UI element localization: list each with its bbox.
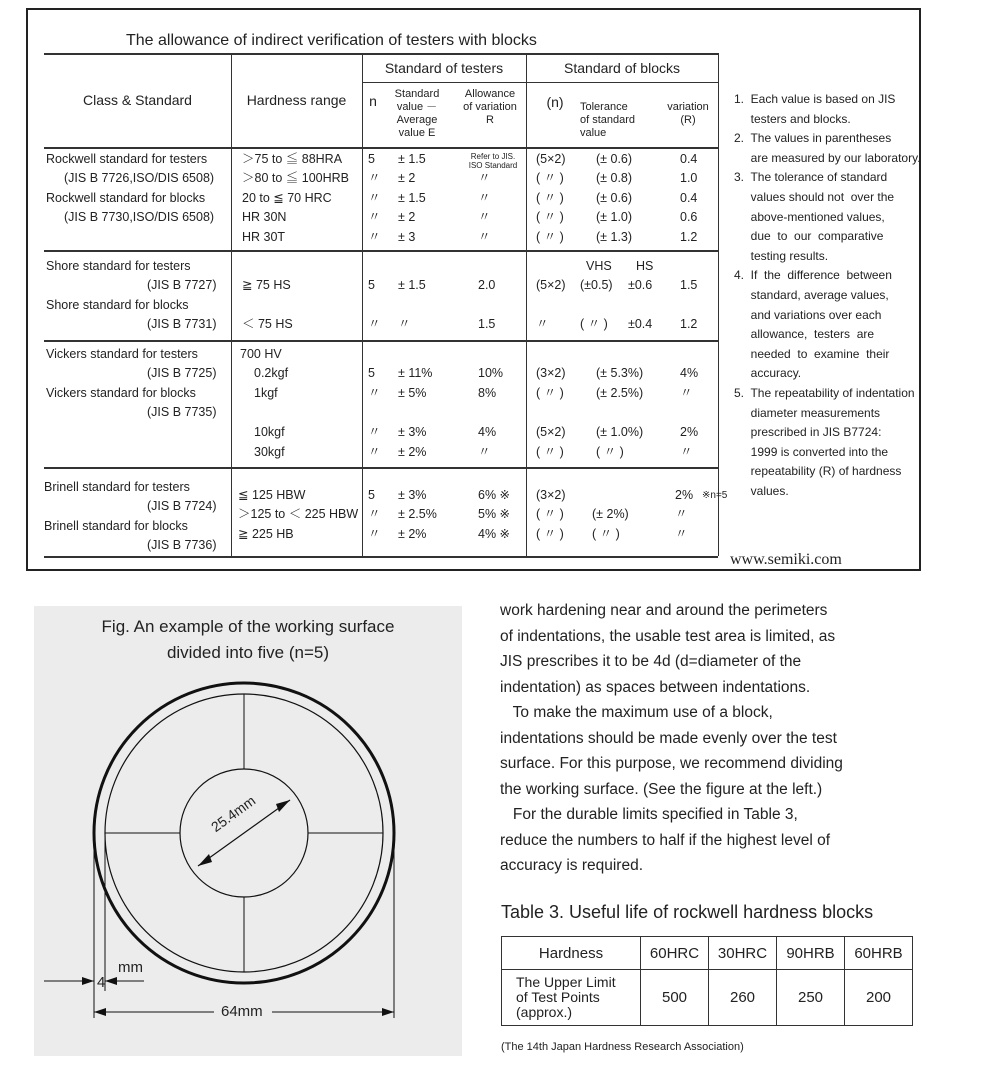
block-n-cell: ( 〃 ) <box>536 507 564 521</box>
standard-value-cell: ± 2% <box>398 527 427 541</box>
standard-value-cell: ± 3 <box>398 230 416 244</box>
hardness-range-cell: 0.2kgf <box>254 366 289 380</box>
note-line: allowance, testers are <box>734 327 875 342</box>
header-n-blocks: (n) <box>546 94 564 110</box>
paragraph-line: surface. For this purpose, we recommend dividing <box>500 755 843 772</box>
n-cell: 〃 <box>368 445 381 459</box>
tolerance-cell: (± 1.3) <box>596 230 633 244</box>
standard-value-cell: ± 2% <box>398 445 427 459</box>
hardness-range-cell: 1kgf <box>254 386 278 400</box>
block-n-cell: (5×2) <box>536 278 566 292</box>
allowance-cell: 8% <box>478 386 497 400</box>
paragraph-line: indentations should be made evenly over the test <box>500 729 837 747</box>
figure-panel <box>34 606 462 1056</box>
note-line: 2. The values in parentheses <box>734 131 892 146</box>
allowance-cell: 〃 <box>478 210 491 224</box>
paragraph-line: For the durable limits specified in Table 3, <box>500 806 798 823</box>
standard-value-cell: ± 5% <box>398 386 427 400</box>
block-n-cell: ( 〃 ) <box>536 527 564 541</box>
table3-source: (The 14th Japan Hardness Research Association) <box>501 1041 744 1053</box>
n-cell: 〃 <box>368 507 381 521</box>
tolerance-cell: (± 1.0) <box>596 210 633 224</box>
column-divider <box>362 53 363 556</box>
n-cell: 〃 <box>368 210 381 224</box>
n-cell: 〃 <box>368 171 381 185</box>
mm-label: mm <box>118 959 143 976</box>
variation-cell: 〃 <box>680 445 693 459</box>
block-n-cell: ( 〃 ) <box>536 386 564 400</box>
note-line: testers and blocks. <box>734 111 851 126</box>
table3-title: Table 3. Useful life of rockwell hardness blocks <box>501 902 874 922</box>
inner-diameter-label: 25.4mm <box>208 792 259 835</box>
variation-cell: 〃 <box>680 386 693 400</box>
website-label: www.semiki.com <box>730 551 842 568</box>
block-n-cell: ( 〃 ) <box>536 210 564 224</box>
hardness-range-cell: HR 30T <box>242 230 286 244</box>
table3-cell: 500 <box>641 970 709 1026</box>
note-line: values should not over the <box>734 189 895 204</box>
rockwell-class-label: Rockwell standard for blocks <box>46 191 206 205</box>
shore-class-label: Shore standard for blocks <box>46 298 189 312</box>
hardness-range-cell: ＜ 75 HS <box>242 317 293 331</box>
paragraph-line: JIS prescribes it to be 4d (d=diameter of the <box>500 653 802 670</box>
note-line: and variations over each <box>734 307 882 322</box>
standard-value-cell: ± 1.5 <box>398 152 426 166</box>
brinell-class-label: (JIS B 7736) <box>147 538 217 552</box>
note-line: diameter measurements <box>734 405 881 420</box>
allowance-cell: 1.5 <box>478 317 496 331</box>
note-line: values. <box>734 483 789 498</box>
note-line: testing results. <box>734 248 829 263</box>
rockwell-bottom-rule <box>44 250 718 252</box>
hardness-range-cell: HR 30N <box>242 210 287 224</box>
block-n-cell: (3×2) <box>536 488 566 502</box>
figure-title: divided into five (n=5) <box>166 643 330 662</box>
standard-value-cell: ± 2.5% <box>398 507 437 521</box>
tolerance-cell: ( 〃 ) <box>592 527 620 541</box>
brinell-class-label: Brinell standard for testers <box>44 480 190 494</box>
table3-cell: 200 <box>845 970 913 1026</box>
standard-value-cell: ± 3% <box>398 488 427 502</box>
tolerance-cell: ±0.4 <box>628 317 653 331</box>
hardness-range-cell: ≦ 125 HBW <box>238 488 306 502</box>
header-hardness-range: Hardness range <box>246 92 347 108</box>
block-n-cell: (5×2) <box>536 425 566 439</box>
allowance-cell: 〃 <box>478 191 491 205</box>
standard-value-cell: ± 3% <box>398 425 427 439</box>
note-line: 3. The tolerance of standard <box>734 170 888 185</box>
vickers-class-label: (JIS B 7725) <box>147 366 217 380</box>
tolerance-cell: (± 5.3%) <box>596 366 644 380</box>
paragraph-line: reduce the numbers to half if the highest level of <box>500 831 831 849</box>
hardness-range-cell: ≧ 225 HB <box>238 527 294 541</box>
n-cell: 〃 <box>368 425 381 439</box>
variation-cell: 4% <box>680 366 699 380</box>
rockwell-class-label: (JIS B 7726,ISO/DIS 6508) <box>64 171 215 185</box>
n-cell: 〃 <box>368 191 381 205</box>
n-cell: 〃 <box>368 527 381 541</box>
notes-list <box>734 90 921 501</box>
hardness-range-cell: ＞75 to ≦ 88HRA <box>242 152 343 166</box>
allowance-cell: 6% ※ <box>478 488 511 502</box>
arrowhead <box>382 1008 394 1016</box>
note-line: 4. If the difference between <box>734 268 892 283</box>
n-cell: 〃 <box>368 386 381 400</box>
note-line: 1999 is converted into the <box>734 444 889 459</box>
note-line: 5. The repeatability of indentation <box>734 385 915 400</box>
variation-cell: 〃 <box>675 507 688 521</box>
variation-cell: 0.4 <box>680 191 698 205</box>
vickers-class-label: Vickers standard for blocks <box>46 386 196 400</box>
standard-value-cell: ± 2 <box>398 171 416 185</box>
shore-class-label: Shore standard for testers <box>46 259 191 273</box>
table3-row-label: The Upper Limit of Test Points (approx.) <box>502 970 641 1026</box>
hs-label: HS <box>636 259 654 273</box>
column-divider <box>526 53 527 556</box>
block-n-cell: ( 〃 ) <box>536 171 564 185</box>
figure-title: Fig. An example of the working surface <box>101 617 395 636</box>
standard-value-cell: ± 2 <box>398 210 416 224</box>
brinell-class-label: (JIS B 7724) <box>147 499 217 513</box>
arrowhead <box>105 977 117 985</box>
block-n-cell: (3×2) <box>536 366 566 380</box>
shore-class-label: (JIS B 7727) <box>147 278 217 292</box>
header-standard-blocks: Standard of blocks <box>564 60 680 76</box>
note-line: needed to examine their <box>734 346 890 361</box>
allowance-cell: 4% <box>478 425 497 439</box>
block-n-cell: 〃 <box>536 317 549 331</box>
tolerance-cell: ( 〃 ) <box>596 445 624 459</box>
table3-header: 60HRC <box>641 937 709 970</box>
arrowhead <box>82 977 94 985</box>
variation-cell: 0.4 <box>680 152 698 166</box>
tolerance-cell: (± 2%) <box>592 507 629 521</box>
table3-cell: 250 <box>777 970 845 1026</box>
rockwell-class-label: (JIS B 7730,ISO/DIS 6508) <box>64 210 215 224</box>
table3-header: 90HRB <box>777 937 845 970</box>
paragraph-line: of indentations, the usable test area is limited, as <box>500 627 836 645</box>
variation-cell: 1.0 <box>680 171 698 185</box>
vickers-class-label: (JIS B 7735) <box>147 405 217 419</box>
standard-value-cell: ± 11% <box>398 366 433 380</box>
table3-header: 60HRB <box>845 937 913 970</box>
note-line: are measured by our laboratory. <box>734 150 921 165</box>
tolerance-cell: (± 0.6) <box>596 191 633 205</box>
allowance-cell: 〃 <box>478 171 491 185</box>
standard-value-cell: 〃 <box>398 317 411 331</box>
hardness-range-cell: 10kgf <box>254 425 285 439</box>
refer-note: Refer to JIS. ISO Standard <box>468 152 518 170</box>
tolerance-cell: (± 0.6) <box>596 152 633 166</box>
header-tolerance: Tolerance of standard value <box>580 101 636 139</box>
variation-cell: 2% <box>680 425 699 439</box>
n-cell: 〃 <box>368 317 381 331</box>
hardness-range-cell: 20 to ≦ 70 HRC <box>242 191 332 205</box>
n-cell: 5 <box>368 152 375 166</box>
allowance-cell: 〃 <box>478 230 491 244</box>
hardness-range-cell: ＞125 to ＜ 225 HBW <box>238 507 359 521</box>
header-variation: variation (R) <box>667 101 709 126</box>
hardness-range-cell: 30kgf <box>254 445 285 459</box>
header-bottom-rule <box>44 147 718 149</box>
allowance-cell: 〃 <box>478 445 491 459</box>
standard-value-cell: ± 1.5 <box>398 191 426 205</box>
header-class-standard: Class & Standard <box>83 92 192 108</box>
table-title: The allowance of indirect verification of testers with blocks <box>126 32 537 49</box>
tolerance-cell: ±0.6 <box>628 278 653 292</box>
header-n: n <box>369 93 377 109</box>
tolerance-cell: (±0.5) <box>580 278 613 292</box>
arrowhead <box>94 1008 106 1016</box>
table-bottom-rule <box>44 556 718 558</box>
n-cell: 5 <box>368 488 375 502</box>
tolerance-cell: (± 2.5%) <box>596 386 644 400</box>
header-standard-value: Standard value － Average value E <box>394 88 440 139</box>
outer-diameter-label: 64mm <box>221 1003 263 1020</box>
rockwell-class-label: Rockwell standard for testers <box>46 152 208 166</box>
table3-header: Hardness <box>502 937 641 970</box>
note-line: repeatability (R) of hardness <box>734 464 902 479</box>
n-cell: 〃 <box>368 230 381 244</box>
arrowhead <box>198 854 212 866</box>
tolerance-cell: ( 〃 ) <box>580 317 608 331</box>
variation-cell: 1.5 <box>680 278 698 292</box>
shore-bottom-rule <box>44 340 718 342</box>
paragraph-line: the working surface. (See the figure at the left.) <box>500 780 823 798</box>
n-cell: 5 <box>368 366 375 380</box>
paragraph-line: work hardening near and around the perimeters <box>500 602 828 619</box>
variation-cell: 1.2 <box>680 317 698 331</box>
brinell-class-label: Brinell standard for blocks <box>44 519 188 533</box>
note-line: 1. Each value is based on JIS <box>734 92 896 106</box>
note-line: due to our comparative <box>734 229 884 244</box>
vickers-bottom-rule <box>44 467 718 469</box>
block-n-cell: (5×2) <box>536 152 566 166</box>
hardness-range-cell: ≧ 75 HS <box>242 278 291 292</box>
note-line: prescribed in JIS B7724: <box>734 425 882 440</box>
variation-cell: 〃 <box>675 527 688 541</box>
paragraph-line: indentation) as spaces between indentations. <box>500 678 811 696</box>
table3-cell: 260 <box>709 970 777 1026</box>
variation-cell: 2% <box>675 488 694 502</box>
standard-value-cell: ± 1.5 <box>398 278 426 292</box>
vhs-label: VHS <box>586 259 612 273</box>
tolerance-cell: (± 1.0%) <box>596 425 644 439</box>
n5-note: ※n=5 <box>702 490 728 501</box>
tolerance-cell: (± 0.8) <box>596 171 633 185</box>
block-n-cell: ( 〃 ) <box>536 445 564 459</box>
variation-cell: 1.2 <box>680 230 698 244</box>
n-cell: 5 <box>368 278 375 292</box>
hardness-range-cell: ＞80 to ≦ 100HRB <box>242 171 349 185</box>
note-line: accuracy. <box>734 366 802 381</box>
header-standard-testers: Standard of testers <box>384 60 504 76</box>
shore-class-label: (JIS B 7731) <box>147 317 217 331</box>
vickers-class-label: Vickers standard for testers <box>46 347 198 361</box>
block-n-cell: ( 〃 ) <box>536 230 564 244</box>
table3 <box>501 936 913 1026</box>
table-top-rule <box>44 53 718 55</box>
paragraph-line: To make the maximum use of a block, <box>500 704 773 721</box>
paragraph-line: accuracy is required. <box>500 857 644 874</box>
allowance-cell: 10% <box>478 366 504 380</box>
edge-width-label: 4 <box>97 974 106 991</box>
variation-cell: 0.6 <box>680 210 698 224</box>
note-line: standard, average values, <box>734 287 889 302</box>
note-line: above-mentioned values, <box>734 209 885 224</box>
vickers-hv-label: 700 HV <box>240 347 282 361</box>
column-divider <box>231 53 232 556</box>
block-n-cell: ( 〃 ) <box>536 191 564 205</box>
allowance-cell: 2.0 <box>478 278 496 292</box>
subheader-rule <box>362 82 718 83</box>
allowance-cell: 5% ※ <box>478 507 511 521</box>
header-allowance: Allowance of variation R <box>463 88 517 126</box>
table3-header: 30HRC <box>709 937 777 970</box>
allowance-cell: 4% ※ <box>478 527 511 541</box>
arrowhead <box>276 800 290 812</box>
column-divider <box>718 53 719 556</box>
